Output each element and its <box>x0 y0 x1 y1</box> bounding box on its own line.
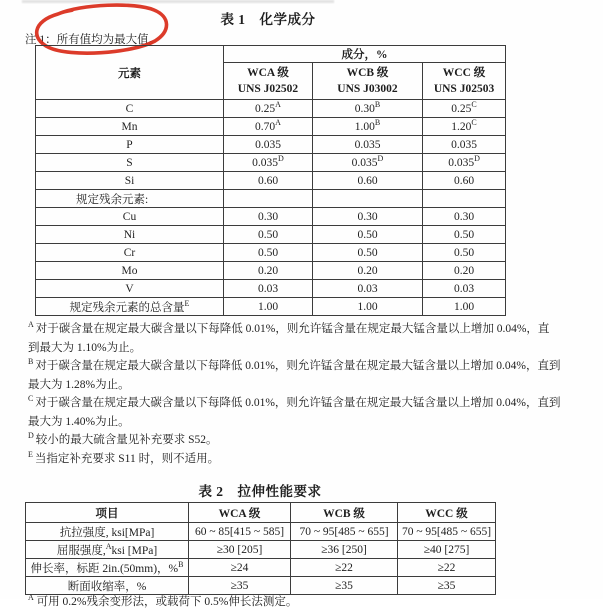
grade-name: WCB 级 <box>346 67 389 79</box>
value-cell: $0.035^D$ <box>224 154 313 172</box>
value-cell: 1.00 <box>224 298 313 316</box>
value-cell <box>313 190 423 208</box>
value-cell: ≥35 <box>189 577 291 595</box>
element-cell: Cr <box>36 244 224 262</box>
value-cell: 0.50 <box>313 226 423 244</box>
grade-header-wcc: WCC 级 <box>398 503 496 523</box>
element-cell: Si <box>36 172 224 190</box>
grade-header-wcb <box>313 63 423 100</box>
grade-header-wca: WCA 级 <box>189 503 291 523</box>
value-cell: 0.30 <box>313 208 423 226</box>
value-cell: ≥24 <box>189 559 291 577</box>
value-cell: 0.035 <box>423 136 506 154</box>
value-cell: 0.30 <box>224 208 313 226</box>
element-cell: C <box>36 100 224 118</box>
value-cell: 0.03 <box>423 280 506 298</box>
value-cell: 0.50 <box>224 226 313 244</box>
footnote: $^C$ 对于碳含量在规定最大碳含量以下每降低 0.01%，则允许锰含量在规定最大锰含量以上增加 0.04%，直到 最大为 1.40%为止。 <box>28 394 561 428</box>
value-cell: 1.00 <box>423 298 506 316</box>
value-cell: ≥35 <box>398 577 496 595</box>
value-cell <box>423 190 506 208</box>
element-cell: Ni <box>36 226 224 244</box>
tensile-requirements-table <box>25 502 496 595</box>
table2-title: 表 2 拉伸性能要求 <box>198 484 322 499</box>
composition-header: 成分，% <box>224 46 506 63</box>
value-cell: 0.50 <box>313 244 423 262</box>
uns-number: UNS J02502 <box>237 83 299 95</box>
item-cell: 抗拉强度, ksi[MPa] <box>26 523 189 541</box>
element-cell: S <box>36 154 224 172</box>
value-cell: 0.035 <box>224 136 313 154</box>
value-cell: $0.035^D$ <box>423 154 506 172</box>
value-cell: $0.25^A$ <box>224 100 313 118</box>
table-row-residual-total <box>36 298 506 316</box>
item-cell: 屈服强度,$^A$ksi [MPa] <box>26 541 189 559</box>
table1-title: 表 1 化学成分 <box>220 12 316 27</box>
element-cell: Cu <box>36 208 224 226</box>
footnote-marker: D <box>28 431 34 441</box>
value-cell <box>224 190 313 208</box>
footnote-marker: C <box>28 394 34 404</box>
footnote-marker: A <box>28 320 34 330</box>
table-row <box>36 244 506 262</box>
uns-number: UNS J02503 <box>433 83 495 95</box>
value-cell: 0.20 <box>313 262 423 280</box>
item-column-header: 项目 <box>26 503 189 523</box>
table-row <box>36 280 506 298</box>
value-cell: 0.60 <box>423 172 506 190</box>
grade-header-wca <box>224 63 313 100</box>
element-cell: Mn <box>36 118 224 136</box>
grade-header-wcb: WCB 级 <box>291 503 398 523</box>
element-cell: 规定残余元素: <box>36 190 224 208</box>
element-cell: Mo <box>36 262 224 280</box>
value-cell: $1.20^C$ <box>423 118 506 136</box>
value-cell: 70 ~ 95[485 ~ 655] <box>398 523 496 541</box>
value-cell: ≥22 <box>291 559 398 577</box>
value-cell: $0.035^D$ <box>313 154 423 172</box>
table-row <box>36 262 506 280</box>
value-cell: 0.50 <box>423 244 506 262</box>
table-row <box>26 577 496 595</box>
value-cell: 0.20 <box>423 262 506 280</box>
table-header-row <box>26 503 496 523</box>
table-row <box>36 226 506 244</box>
table-row <box>36 136 506 154</box>
element-cell: V <box>36 280 224 298</box>
table1-footnotes <box>28 320 594 468</box>
value-cell: $0.25^C$ <box>423 100 506 118</box>
footnote-marker: E <box>28 449 33 459</box>
value-cell: 0.03 <box>313 280 423 298</box>
value-cell: 0.30 <box>423 208 506 226</box>
value-cell: 70 ~ 95[485 ~ 655] <box>291 523 398 541</box>
value-cell: 60 ~ 85[415 ~ 585] <box>189 523 291 541</box>
element-cell: 规定残余元素的总含量$^E$ <box>36 298 224 316</box>
grade-name: WCC 级 <box>442 67 486 79</box>
table-row <box>36 208 506 226</box>
value-cell: 0.50 <box>224 244 313 262</box>
value-cell: 0.035 <box>313 136 423 154</box>
element-column-header: 元素 <box>36 46 224 100</box>
chemical-composition-table <box>35 45 506 316</box>
table-row <box>36 172 506 190</box>
value-cell: 1.00 <box>313 298 423 316</box>
table-row-residual-elements <box>36 190 506 208</box>
table-row <box>26 541 496 559</box>
value-cell: $1.00^B$ <box>313 118 423 136</box>
footnote-marker: B <box>28 357 34 367</box>
value-cell: ≥35 <box>291 577 398 595</box>
grade-name: WCA 级 <box>247 67 289 79</box>
item-cell: 断面收缩率，% <box>26 577 189 595</box>
value-cell: ≥30 [205] <box>189 541 291 559</box>
uns-number: UNS J03002 <box>337 83 398 95</box>
value-cell: 0.60 <box>313 172 423 190</box>
grade-header-wcc <box>423 63 506 100</box>
table-row <box>36 100 506 118</box>
element-cell: P <box>36 136 224 154</box>
value-cell: 0.03 <box>224 280 313 298</box>
value-cell: $0.30^B$ <box>313 100 423 118</box>
footnote: $^E$ 当指定补充要求 S11 时，则不适用。 <box>28 449 220 465</box>
table-row <box>26 559 496 577</box>
table-header-row <box>36 46 506 63</box>
footnote: $^D$ 较小的最大硫含量见补充要求 S52。 <box>28 431 218 446</box>
value-cell: ≥22 <box>398 559 496 577</box>
value-cell: ≥40 [275] <box>398 541 496 559</box>
footnote: $^A$ 对于碳含量在规定最大碳含量以下每降低 0.01%，则允许锰含量在规定最大锰含量以上增加 0.04%，直 到最大为 1.10%为止。 <box>28 320 550 354</box>
footnote-marker: A <box>28 593 34 603</box>
value-cell: 0.20 <box>224 262 313 280</box>
table-row <box>36 118 506 136</box>
table-row <box>36 154 506 172</box>
table2-footnote-partial: $^A$ 可用 0.2%残余变形法，或载荷下 0.5%伸长法测定。 <box>28 593 298 608</box>
value-cell: 0.60 <box>224 172 313 190</box>
note-1-text: 注 1：所有值均为最大值。 <box>25 34 161 46</box>
value-cell: $0.70^A$ <box>224 118 313 136</box>
footnote: $^B$ 对于碳含量在规定最大碳含量以下每降低 0.01%，则允许锰含量在规定最大锰含量以上增加 0.04%，直到 最大为 1.28%为止。 <box>28 357 561 391</box>
value-cell: 0.50 <box>423 226 506 244</box>
item-cell: 伸长率，标距 2in.(50mm)，%$^B$ <box>26 559 189 577</box>
table-row <box>26 523 496 541</box>
value-cell: ≥36 [250] <box>291 541 398 559</box>
